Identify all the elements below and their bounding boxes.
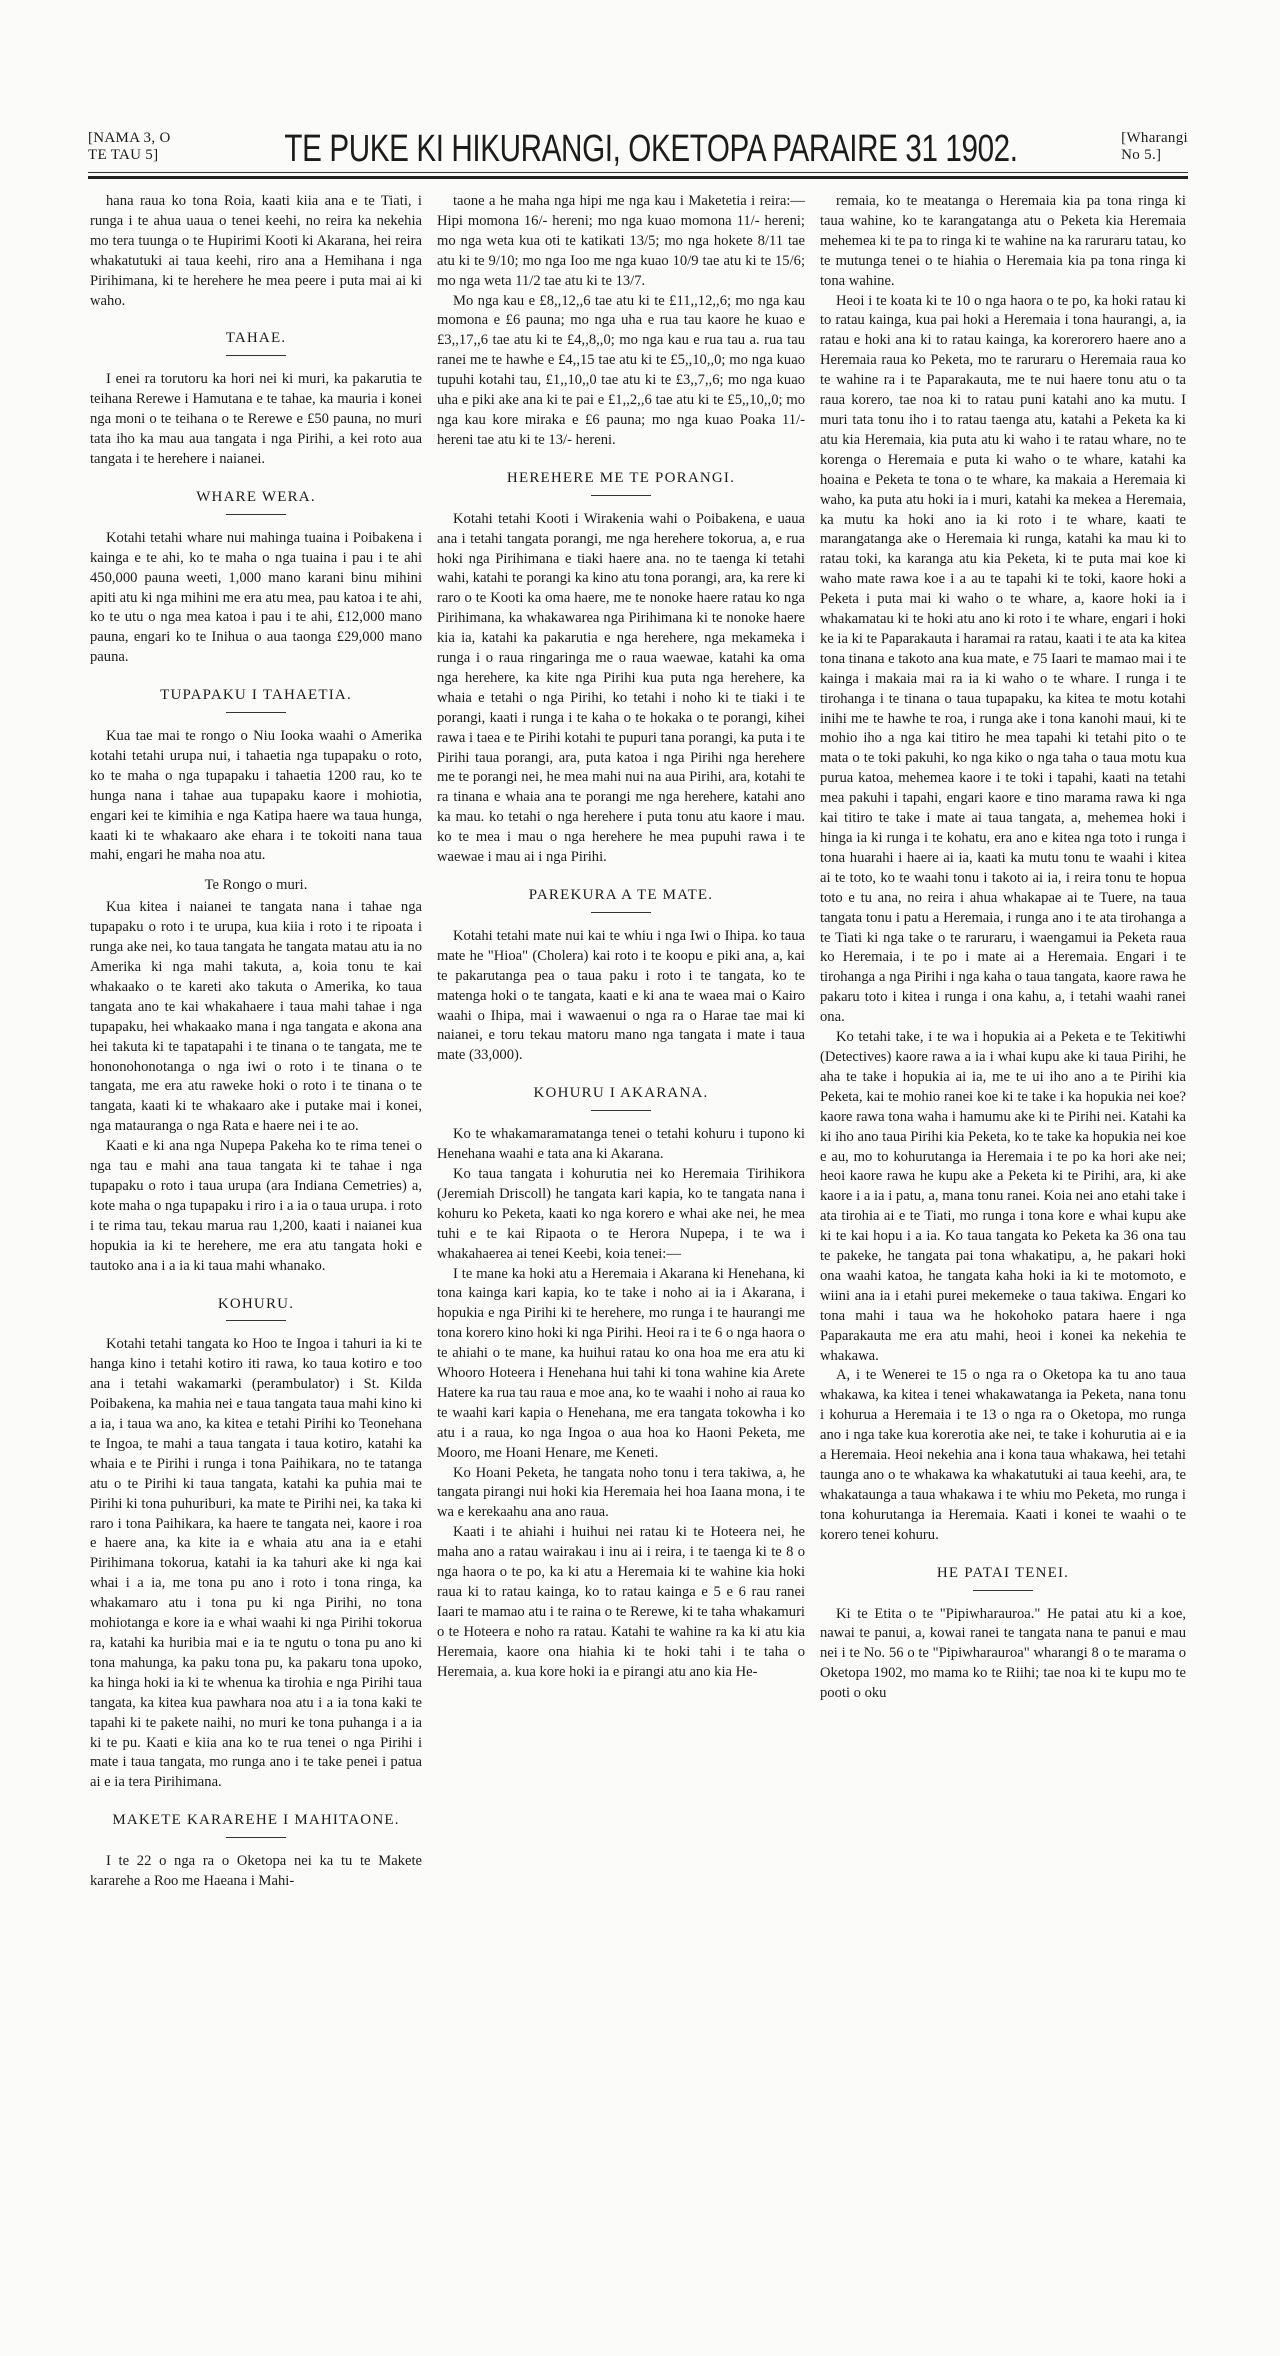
masthead-rule-thick xyxy=(88,176,1188,179)
article-heading: PAREKURA A TE MATE. xyxy=(437,886,805,913)
article-paragraph: taone a he maha nga hipi me nga kau i Maketetia i reira:—Hipi momona 16/- hereni; mo nga kuao momona 11/- hereni; mo nga weta kua oti te katikati 13/5; mo nga hokete 8/11 tae atu ki te 9/10; mo nga Ioo me nga kuao 10/9 tae atu ki te 15/6; mo nga weta 11/2 tae atu ki te 13/7. xyxy=(437,193,805,289)
article-paragraph: Kaati i te ahiahi i huihui nei ratau ki te Hoteera nei, he maha ano a ratau wairakau i inu ai i reira, i te taenga ki te 8 o nga haora o te po, ka ki atu a Heremaia ki te wahine kia hoki raua ki to ratau kainga, ko to ratau kainga e 5 e 6 rau ranei Iaari te mamao atu i te raina o te Rerewe, ki te taha whakamuri o te Hoteera e noho ra ratau. Katahi te wahine ra ka ki atu kia Heremaia, kaore ona hiahia ki te hoki tahi i te taha o Heremaia, a. kua kore hoki ia e pirangi atu ano kia He- xyxy=(437,1524,805,1680)
newspaper-title: TE PUKE KI HIKURANGI, OKETOPA PARAIRE 31 1902. xyxy=(284,128,1018,170)
article-paragraph: Kotahi tetahi tangata ko Hoo te Ingoa i tahuri ia ki te hanga kino i tetahi kotiro iti rawa, ko taua kotiro e too ana i tetahi wakamarki (perambulator) i St. Kilda Poibakena, ka mahia nei e taua tangata taua mahi kino ki a ia, i taua wa ano, ka kitea e tetahi Pirihi ko Teonehana te Ingoa, te mahi a taua tangata i taua kotiro, katahi ka whaia e te Pirihi i runga i tona Paihikara, no te tatanga atu o te Pirihi ki taua tangata, katahi ka puhia mai te Pirihi ki tona puhuriburi, ka mate te Pirihi nei, ka taka ki raro i tona Paihikara, ka haere te tangata nei, kaore i roa e haere ana, ka kite ia e whaia atu ana ia e etahi Pirihimana tokorua, katahi ia ka tahuri ake ki nga kai whai i a ia, me tona pu ano i roto i tona ringa, ka whakamaro atu i tona pu ki nga Pirihi, no tona mohiotanga e kore ia e whai waahi ki nga Pirihi tokorua ra, katahi ka huribia mai e ia te ngutu o tona pu ano ki tona mahunga, ka paku tona pu, ka pakaru tona upoko, ka hinga hoki ia ki te whenua ka tirohia e nga Pirihi taua tangata, ka kitea kua pawhara noa atu i a ia tona kaki te tapahi ki te pakete naihi, no muri ke tona puhanga i a ia ki te pu. Kaati e kiia ana ko te rua tenei o nga Pirihi i mate i taua tangata, mo runga ano i te take penei i patua ai e ia tera Pirihimana. xyxy=(90,1336,422,1791)
issue-number: [NAMA 3, O TE TAU 5] xyxy=(88,130,171,163)
article-heading: TAHAE. xyxy=(90,329,422,356)
article-paragraph: hana raua ko tona Roia, kaati kiia ana e te Tiati, i runga i te ahua uaua o tenei keehi, no reira ka nekehia mo tera tuunga o te Hupirimi Kooti ki Akarana, hei reira whakatutuki ai taua keehi, riro ana a Hemihana i nga Pirihimana, ki te herehere he mea peere i puta mai ai ki waho. xyxy=(90,193,422,309)
article-heading: TUPAPAKU I TAHAETIA. xyxy=(90,686,422,713)
article-paragraph: Kotahi tetahi mate nui kai te whiu i nga Iwi o Ihipa. ko taua mate he "Hioa" (Cholera) kai roto i te koopu e piki ana, a, kai te pakarutanga pea o taua paku i roto i te tangata, ko te matenga hoki o te tangata, kaati e ki ana te waea mai o Kairo waahi o Ihipa, mai i wawaenui o nga ra o Harae tae mai ki naianei, e toru tekau matoru mano nga tangata i mate i taua mate (33,000). xyxy=(437,927,805,1064)
article-paragraph: Kua tae mai te rongo o Niu Iooka waahi o Amerika kotahi tetahi urupa nui, i tahaetia nga tupapaku o roto, ko te maha o nga tupapaku i tahaetia 1200 rau, ko te hunga nana i tahae aua tupapaku kaore i mohiotia, engari kei te kimihia e nga Katipa haere wa taua hunga, kaati ki te whakaaro ake ehara i te tokoiti nana taua mahi, engari he maha noa atu. xyxy=(90,728,422,864)
article-heading: KOHURU. xyxy=(90,1295,422,1322)
article-paragraph: I te 22 o nga ra o Oketopa nei ka tu te Makete kararehe a Roo me Haeana i Mahi- xyxy=(90,1853,422,1890)
article-heading: MAKETE KARAREHE I MAHITAONE. xyxy=(90,1811,422,1838)
article-heading: HE PATAI TENEI. xyxy=(820,1564,1186,1591)
article-paragraph: Kua kitea i naianei te tangata nana i tahae nga tupapaku o roto i te urupa, kua kiia i roto i te ripoata i runga ake nei, ko taua tangata he tangata matau atu ia no Amerika ki nga mahi takuta, a, koia tonu te kai whakaako o te kareti ako takuta o Amerika, ko taua tangata ano te kai whakahaere i taua mahi tahae i nga tupapaku, hei whakaako mana i nga tangata e akona ana hei takuta ki te tapatapahi i te tinana o te tangata, me te hononohonotanga o nga iwi o roto i te tinana o te tangata, me era atu raweke hoki o roto i te tinana o te tangata, kaati ki te whakaaro ake i putake mai i konei, nga matauranga o nga Rata e haere nei i te ao. xyxy=(90,899,422,1135)
column-2 xyxy=(437,192,805,1683)
article-paragraph: remaia, ko te meatanga o Heremaia kia pa tona ringa ki taua wahine, ko te karangatanga atu o Peketa kia Heremaia mehemea ki te pa to ringa ki te wahine na ka raruraru tatau, ko te mutunga tenei o te hiahia o Heremaia kia pa tona ringa ki tona wahine. xyxy=(820,193,1186,289)
article-heading: KOHURU I AKARANA. xyxy=(437,1084,805,1111)
article-paragraph: Kotahi tetahi Kooti i Wirakenia wahi o Poibakena, e uaua ana i tetahi tangata porangi, me nga herehere tokorua, a, e rua hoki nga Pirihimana e tiaki haere ana. no te taenga ki tetahi wahi, katahi te porangi ka kino atu tona porangi, ara, ka rere ki raro o te Kooti ka oma haere, me te nonoke haere ratau ko nga Pirihimana, ka whakawarea nga Pirihimana ki te nonoke haere kia ia, katahi ka pakarutia e nga herehere, nga mekameka i runga i o raua ringaringa me o raua waewae, katahi ka oma nga herehere, ka kite nga Pirihi kua puta nga herehere, ka whaia e tetahi o nga Pirihi, ko tetahi i noho ki te tiaki i te porangi, kaati i runga i te kaha o te hokaka o te porangi, kihei rawa i taea e te Pirihi kotahi te pupuri tana porangi, ka puta i te Pirihi taua porangi, ara, puta katoa i nga Pirihi nga herehere me te porangi nei, he mea mahi nui na aua Pirihi, ara, kotahi te ra tinana e whaia ana te porangi me nga herehere, katahi ano ka mau. ko tetahi o nga herehere i puta tonu atu kaore i mau. ko te mea i mau o nga herehere he mea pupuhi rawa i te waewae i mau ai i nga Pirihi. xyxy=(437,510,805,866)
masthead xyxy=(88,128,1188,168)
article-paragraph: A, i te Wenerei te 15 o nga ra o Oketopa ka tu ano taua whakawa, ka kitea i tenei whakawatanga ia Peketa, nana tonu i kohurua a Heremaia i te 13 o nga ra o Oketopa, mo runga ano i nga take kua korerotia ake nei, te take i kohurutia ai e ia a Heremaia. Heoi nekehia ana i kona taua whakawa, hei tetahi taunga ano o te whakawa ka whakatutuki ai taua keehi, ara, te whakataunga a taua whakawa i te whiu mo Peketa, mo runga i tona kohurutanga ia Heremaia. Kaati i konei te waahi o te korero tenei kohuru. xyxy=(820,1367,1186,1543)
article-paragraph: I te mane ka hoki atu a Heremaia i Akarana ki Henehana, ki tona kainga kari kapia, ko te take i noho ai ia i Akarana, i hopukia e nga Pirihi ki te herehere, mo runga i te haurangi me tona korero kino hoki ki nga Pirihi. Heoi ra i te 6 o nga haora o te ahiahi o te mane, ka huihui ratau ko ona hoa me era atu ki Whooro Hoteera i Henehana hui tahi ki tona wahine kia Arete Hatere ka rua tau raua e moe ana, ko te waahi i noho ai raua ko te waahi kari kapia o Henehana, me era tangata tokowha i ko atu i a raua, ko nga Ingoa o aua hoa ko Haoni Peketa, me Mooro, me Hoani Henare, me Keneti. xyxy=(437,1265,806,1461)
article-paragraph: Ko te whakamaramatanga tenei o tetahi kohuru i tupono ki Henehana waahi e tata ana ki Akarana. xyxy=(437,1126,805,1163)
article-paragraph: Ko Hoani Peketa, he tangata noho tonu i tera takiwa, a, he tangata pirangi nui hoki kia Heremaia hei hoa Iaana mona, i te wa e kerekaahu ana ano raua. xyxy=(437,1464,805,1521)
article-paragraph: Kaati e ki ana nga Nupepa Pakeha ko te rima tenei o nga tau e mahi ana taua tangata ki te tahae i nga tupapaku o roto i taua urupa (ara Indiana Cemetries) a, kote maha o nga tupapaku i riro i a ia o taua urupa. i roto i te rima tau, tekau marua rau 1,200, kaati i naianei kua hopukia ia ki te herehere, me era atu tangata hoki e tautoko ana i a ia ki taua mahi whanako. xyxy=(90,1138,422,1274)
article-paragraph: Ko taua tangata i kohurutia nei ko Heremaia Tirihikora (Jeremiah Driscoll) he tangata kari kapia, ko te tangata nana i kohuru ko Peketa, kaati ko nga korero e whai ake nei, he mea tuhi e te kai Ripaota o te Herora Nupepa, i te wa i whakahaerea ai tenei Keebi, koia tenei:— xyxy=(437,1165,805,1262)
column-1 xyxy=(90,192,422,1892)
page-number: [Wharangi No 5.] xyxy=(1121,130,1188,163)
article-paragraph: Ko tetahi take, i te wa i hopukia ai a Peketa e te Tekitiwhi (Detectives) kaore rawa a ia i whai kupu ake ki taua Pirihi, he aha te take i hopukia ai ia, me te ui iho ano a te Pirihi kia Peketa, kai te mohio ranei koe ki te take i ka hopukia nei koe? kaore rawa tona waha i hamumu ake ki te Pirihi nei. Katahi ka ki iho ano taua Pirihi kia Peketa, ko te take ka hopukia nei koe e au, mo to kohurutanga ia Heremaia i te po ka hori ake nei; heoi kaore rawa he kupu ake a Peketa ki te Pirihi, ara, ki ake kaore i a ia i patu, a, mana tonu ranei. Koia nei ano etahi take i ata tirohia ai e te Tiati, mo runga i tona kore e whai kupu ake ki te kai hopu i a ia. Ko taua tangata ko Peketa ka 36 ona tau te pakeke, he tangata pai tona whakatipu, a, he pakari hoki ona waahi katoa, he tangata kaha hoki ia ki te motomoto, e wiini ana ia i etahi purei mekemeke o taua takiwa. Engari ko tona mahi i taua wa he hokohoko patara haere i nga Paparakauta me era atu mahi, heoi i konei ka nekehia te whakawa. xyxy=(820,1029,1186,1364)
article-heading: WHARE WERA. xyxy=(90,488,422,515)
article-paragraph: Heoi i te koata ki te 10 o nga haora o te po, ka hoki ratau ki to ratau kainga, kua pai hoki a Heremaia i tona haurangi, a, ia ratau e hoki ana ki to ratau kainga, ka korerorero haere ano a Heremaia raua ko Peketa, mo te raruraru o Heremaia raua ko te wahine ra i te Paparakauta, me te nui haere tonu atu o ta raua korero, tae noa ki to ratau puni katahi ano ka mutu. I muri tata tonu iho i to ratau taenga atu, katahi a Peketa ka ki atu kia Heremaia, kia puta atu ki waho i te ratau whare, no te korenga o Heremaia e puta ki waho o te whare, katahi ka hoaina e Peketa te tona o te whare, ka makaia a Heremaia ki waho, ka puta atu hoki ia i muri, katahi ka mekea a Heremaia, ka mutu ka hoki ano ia ki roto i te whare, kaati te marangatanga ake o Heremaia ki runga, katahi ka mau ki to ratau toki, ka karanga atu kia Peketa, ki te puta mai koe ki waho mate rawa koe i a au te tapahi ki te toki, kaore hoki a Peketa i puta mai ki waho o te whare, a, kaore hoki ia i whakamatau ki te hoki atu ano ki roto i te whare, engari i hoki ke ia ki te Paparakauta i haramai ra ratau, kaati i te ata ka kitea tona tinana e takoto ana kua mate, e 75 Iaari te mamao mai i te kainga i makaia mai ra ia ki waho o te whare. I runga i te tirohanga i te tinana o taua tupapaku, ka kitea te motu kotahi inihi me te hawhe te roa, i runga ake i tona kanohi maui, ki te mohio iho a nga kai titiro he mea tapahi ki tetahi pito o te mata o te toki pakuhi, ko nga kiko o nga taha o taua motu kua purua katoa, mehemea kaore i te toki i tapahi, kaati na tetahi mea pakuhi i tapahi, engari kaore e tino marama rawa ki nga kai titiro te take i mate ai taua tangata, a, mehemea hoki i hinga ia ki runga i te kohatu, era ano e kitea nga toto i runga i tona huarahi i haere ai ia, kaati ka mutu tonu te waahi i kitea ai te toto, ko te waahi tonu i takoto ai ia, i reira tonu te hopua toto e tu ana, no reira i ahua whakapae ai te Tuere, na taua tangata tonu i patu a Heremaia, i runga ano i te ata tirohanga a te Tiati ki nga take o te raruraru, i waengamui ia Peketa raua ko Heremaia, i te po i mate ai a Heremaia. Engari i te tirohanga a nga Pirihi i nga kaha o taua tangata, kaore rawa he pakaru toto i kitea i runga i ona kahu, a, i tetahi waahi ranei ona. xyxy=(820,292,1186,1026)
article-paragraph: Mo nga kau e £8,,12,,6 tae atu ki te £11,,12,,6; mo nga kau momona e £6 pauna; mo nga uha e rua tau kaore he kuao e £3,,17,,6 tae atu ki te £4,,8,,0; mo nga kau e rua tau a. rua tau ranei me te hawhe e £4,,15 tae atu ki te £5,,10,,0; mo nga kuao tupuhi kotahi tau, £1,,10,,0 tae atu ki te £3,,7,,6; mo nga kuao uha e piki ake ana ki te pai e £1,,2,,6 tae atu ki te £5,,10,,0; mo nga kau kore miraka e £6 pauna; mo nga kuao Poaka 11/- hereni tae atu ki te 13/- hereni. xyxy=(437,292,805,448)
article-subheading: Te Rongo o muri. xyxy=(204,877,308,894)
article-paragraph: Kotahi tetahi whare nui mahinga tuaina i Poibakena i kainga e te ahi, ko te maha o nga tuaina i pau i te ahi 450,000 pauna weeti, 1,000 mano karani binu mihini apiti atu ki nga mihini me era atu mea, pau katoa i te ahi, ko te utu o nga mea katoa i pau i te ahi, £12,000 mano pauna, engari ko te Inihua o aua taonga £29,000 mano pauna. xyxy=(90,529,422,666)
column-3 xyxy=(820,192,1186,1704)
article-paragraph: I enei ra torutoru ka hori nei ki muri, ka pakarutia te teihana Rerewe i Hamutana e te tahae, ka mauria i konei nga moni o te teihana o te Rerewe e £50 pauna, no muri tata iho ka mau aua tangata i nga Pirihi, a kei roto aua tangata i te herehere i naianei. xyxy=(90,371,422,467)
masthead-rule-thin xyxy=(88,172,1188,173)
article-heading: HEREHERE ME TE PORANGI. xyxy=(437,469,805,496)
article-paragraph: Ki te Etita o te "Pipiwharauroa." He patai atu ki a koe, nawai te panui, a, kowai ranei te tangata nana te panui e mau nei i te No. 56 o te "Pipiwharauroa" wharangi 8 o te marama o Oketopa 1902, mo mama ko te Riihi; tae noa ki te kupu mo te pooti o oku xyxy=(820,1605,1186,1702)
